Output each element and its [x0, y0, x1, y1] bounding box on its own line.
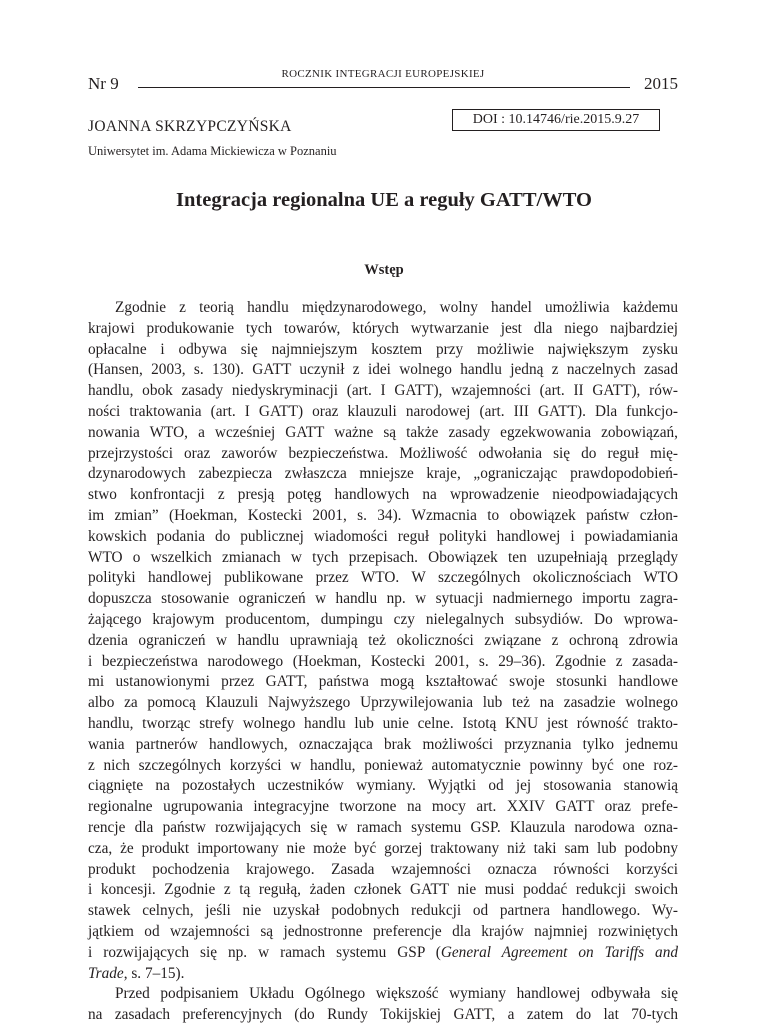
body-line: (Hansen, 2003, s. 130). GATT uczynił z idei wolnego handlu jedną z naczelnych zasad [88, 361, 678, 379]
body-line: albo za pomocą Klauzuli Najwyższego Uprzywilejowania lub też na zasadzie wolnego [88, 694, 678, 712]
body-line: jątkiem od wzajemności są jednostronne preferencje dla krajów najmniej rozwiniętych [88, 922, 678, 940]
issue-number: Nr 9 [88, 74, 119, 93]
body-line: rencje dla państw rozwijających się w ramach systemu GSP. Klauzula narodowa ozna- [88, 818, 678, 836]
body-line: regionalne ugrupowania integracyjne tworzone na mocy art. XXIV GATT oraz prefe- [88, 798, 678, 816]
italic-reference: General Agreement on Tariffs and [440, 943, 678, 961]
body-line: mi ustanowionymi przez GATT, państwa mogą kształtować swoje stosunki handlowe [88, 673, 678, 691]
body-line: im zmian” (Hoekman, Kostecki 2001, s. 34). Wzmacnia to obowiązek państw człon- [88, 506, 678, 524]
body-line: krajowi produkowanie tych towarów, których wytwarzanie jest dla niego najbardziej [88, 319, 678, 337]
issue-year: 2015 [644, 74, 678, 93]
body-line: WTO o wszelkich zmianach w tych przepisach. Obowiązek ten uzupełniają przeglądy [88, 548, 678, 566]
author-affiliation: Uniwersytet im. Adama Mickiewicza w Poznaniu [88, 144, 337, 158]
body-line: stwo konfrontacji z presją potęg handlowych na wprowadzenie nieodpowiadających [88, 486, 678, 504]
body-line: kowskich podania do publicznej wiadomości reguł polityki handlowej i powiadamiania [88, 527, 678, 545]
running-header [88, 66, 678, 92]
article-body [88, 298, 678, 1026]
section-heading: Wstęp [364, 262, 404, 278]
body-line: dopuszcza stosowanie ograniczeń w handlu np. w sytuacji nadmiernego importu zagra- [88, 590, 678, 608]
body-line: ności traktowania (art. I GATT) oraz klauzuli narodowej (art. III GATT). Dla funkcjo- [88, 402, 678, 420]
doi-box: DOI : 10.14746/rie.2015.9.27 [452, 109, 660, 131]
body-line: i koncesji. Zgodnie z tą regułą, żaden członek GATT nie musi poddać redukcji swoich [88, 881, 678, 899]
body-line: handlu, tworząc strefy wolnego handlu lub unie celne. Istotą KNU jest równość trakto- [88, 714, 678, 732]
body-line: handlu, obok zasady niedyskryminacji (art. I GATT), wzajemności (art. II GATT), rów- [88, 382, 678, 400]
body-line: Zgodnie z teorią handlu międzynarodowego, wolny handel umożliwia każdemu [115, 299, 678, 316]
body-line: wania partnerów handlowych, oznaczająca brak możliwości przyznania tylko jednemu [88, 735, 678, 753]
body-line: cza, że produkt importowany nie może być gorzej traktowany niż taki sam lub podobny [88, 839, 678, 857]
body-text: , s. 7–15). [123, 964, 185, 982]
body-line: stawek celnych, jeśli nie uzyskał podobnych redukcji od partnera handlowego. Wy- [88, 902, 678, 920]
body-line: z nich szczególnych korzyści w handlu, ponieważ automatycznie powinny być one roz- [88, 756, 678, 774]
body-line: przejrzystości oraz zaworów bezpieczeństwa. Możliwość odwołania się do reguł mię- [88, 444, 678, 462]
body-line: dzenia ograniczeń w handlu uprawniają też okoliczności związane z ochroną zdrowia [88, 631, 678, 649]
italic-reference: Trade [88, 964, 124, 982]
header-rule [138, 87, 630, 88]
body-line: dzynarodowych zabezpiecza zwłaszcza mniejsze kraje, „ograniczając prawdopodobień- [88, 465, 678, 483]
body-line: produkt pochodzenia krajowego. Zasada wzajemności oznacza równości korzyści [88, 860, 678, 878]
body-line: nowania WTO, a wcześniej GATT ważne są także zasady egzekwowania zobowiązań, [88, 423, 678, 441]
body-line: i bezpieczeństwa narodowego (Hoekman, Kostecki 2001, s. 29–36). Zgodnie z zasada- [88, 652, 678, 670]
body-line: Przed podpisaniem Układu Ogólnego większość wymiany handlowej odbywała się [115, 985, 678, 1003]
body-text: i rozwijających się np. w ramach systemu GSP ( [88, 943, 441, 961]
body-line: żającego krajowym producentom, dumpingu czy nielegalnych subsydiów. Do wprowa- [88, 610, 678, 628]
author-name: JOANNA SKRZYPCZYŃSKA [88, 118, 292, 135]
article-title: Integracja regionalna UE a reguły GATT/WTO [176, 189, 592, 211]
body-line: polityki handlowej publikowane przez WTO. W szczególnych okolicznościach WTO [88, 569, 678, 587]
body-line-with-citation [88, 943, 678, 964]
body-line: na zasadach preferencyjnych (do Rundy Tokijskiej GATT, a zatem do lat 70-tych [88, 1006, 678, 1024]
journal-name: ROCZNIK INTEGRACJI EUROPEJSKIEJ [281, 68, 485, 80]
body-line-with-citation [88, 964, 678, 985]
body-line: opłacalne i odbywa się najmniejszym kosztem przy możliwie największym zysku [88, 340, 678, 358]
body-line: ciągnięte na pozostałych uczestników wymiany. Wyjątki od jej stosowania stanowią [88, 777, 678, 795]
